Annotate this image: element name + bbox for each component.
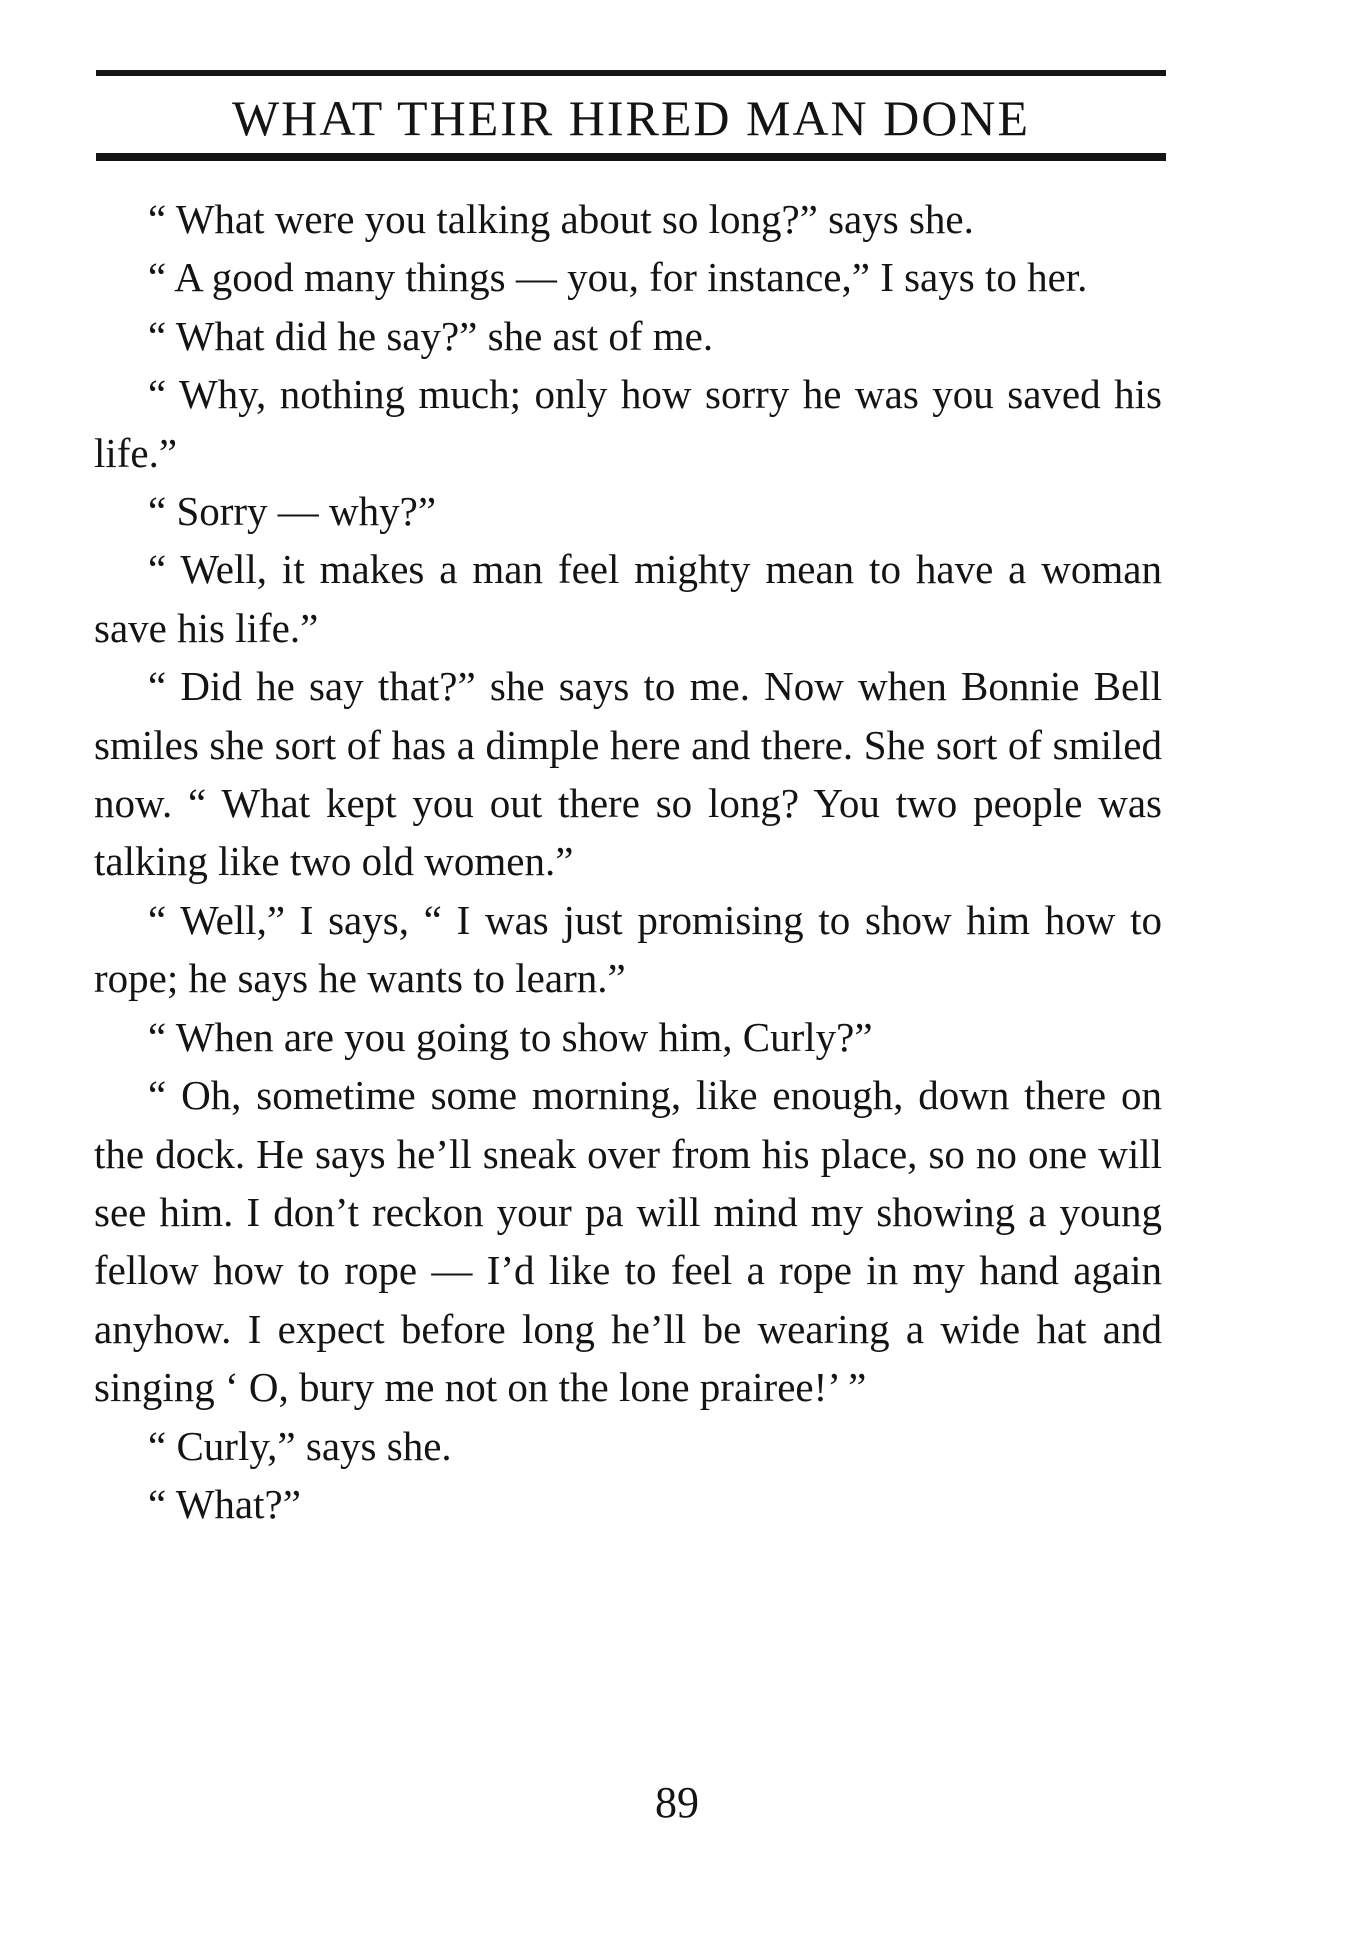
paragraph: “ Why, nothing much; only how sorry he was you saved his life.” xyxy=(94,371,1162,476)
header-rule-bottom xyxy=(96,153,1166,161)
paragraph: “ Oh, sometime some morning, like enough, down there on the dock. He says he’ll sneak over from his place, so no one will see him. I don’t reckon your pa will mind my showing a young fellow how to rope — I’d like to feel a rope in my hand again anyhow. I expect before long he’ll be wearing a wide hat and singing ‘ O, bury me not on the lone prairee!’ ” xyxy=(94,1072,1162,1411)
paragraph: “ Well,” I says, “ I was just promising to show him how to rope; he says he wants to learn.” xyxy=(94,896,1162,1002)
paragraph: “ Did he say that?” she says to me. Now when Bonnie Bell smiles she sort of has a dimple here and there. She sort of smiled now. “ What kept you out there so long? You two people was talking like two old women.” xyxy=(94,663,1162,885)
paragraph: “ Well, it makes a man feel mighty mean to have a woman save his life.” xyxy=(94,546,1162,651)
paragraph: “ When are you going to show him, Curly?” xyxy=(148,1013,873,1060)
header-rule-top xyxy=(96,70,1166,76)
paragraph: “ A good many things — you, for instance,” I says to her. xyxy=(148,254,1088,301)
paragraph: “ What were you talking about so long?” says she. xyxy=(148,196,974,242)
paragraph: “ Curly,” says she. xyxy=(148,1422,452,1469)
paragraph: “ What did he say?” she ast of me. xyxy=(148,312,714,359)
paragraph: “ Sorry — why?” xyxy=(148,488,437,535)
paragraph: “ What?” xyxy=(148,1480,301,1527)
running-head: WHAT THEIR HIRED MAN DONE xyxy=(231,90,1031,146)
body-text xyxy=(94,190,1162,1533)
page-number: 89 xyxy=(655,1778,699,1827)
